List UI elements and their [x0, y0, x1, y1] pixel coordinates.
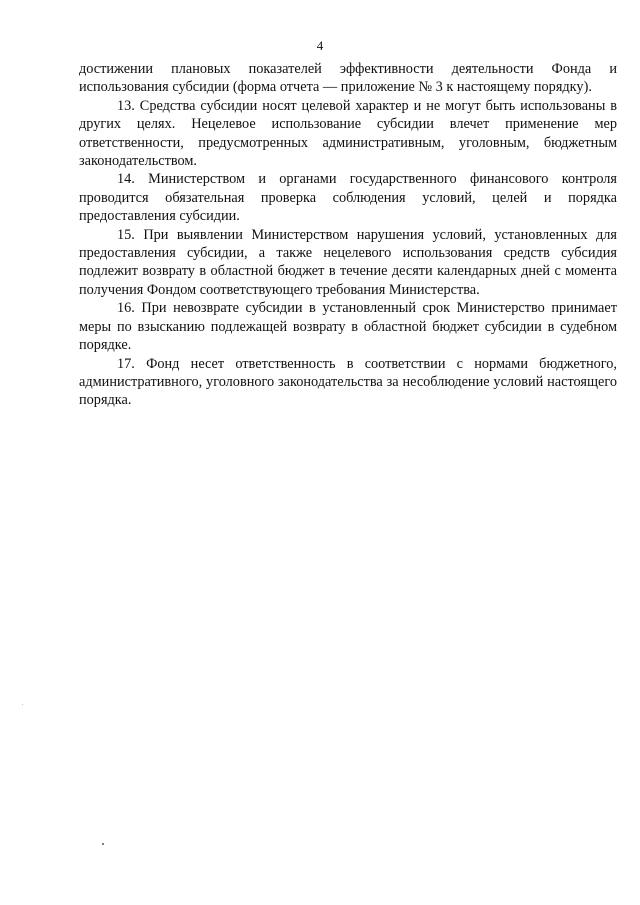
page-number: 4: [316, 38, 324, 53]
paragraph-continuation: достижении плановых показателей эффективности деятельности Фонда и использования субсидии (форма отчета — приложение № 3 к настоящему порядку).: [79, 61, 617, 96]
paragraph-16: 16. При невозврате субсидии в установленный срок Министерство принимает меры по взысканию подлежащей возврату в областной бюджет субсидии в судебном порядке.: [79, 300, 617, 354]
paragraph-14: 14. Министерством и органами государственного финансового контроля проводится обязательная проверка соблюдения условий, целей и порядка предоставления субсидии.: [79, 171, 617, 225]
scan-speck: [22, 704, 23, 705]
paragraph-13: 13. Средства субсидии носят целевой характер и не могут быть использованы в других целях. Нецелевое использование субсидии влечет применение мер ответственности, предусмотренных административным, уголовным, бюджетным законодательством.: [79, 97, 617, 170]
paragraph-15: 15. При выявлении Министерством нарушения условий, установленных для предоставления субсидии, а также нецелевого использования средств субсидия подлежит возврату в областной бюджет в течение десяти календарных дней с момента получения Фондом соответствующего требования Министерства.: [79, 226, 617, 298]
scan-speck: [102, 843, 104, 845]
document-body: [79, 60, 617, 410]
paragraph-17: 17. Фонд несет ответственность в соответствии с нормами бюджетного, административного, уголовного законодательства за несоблюдение условий настоящего порядка.: [79, 355, 617, 409]
